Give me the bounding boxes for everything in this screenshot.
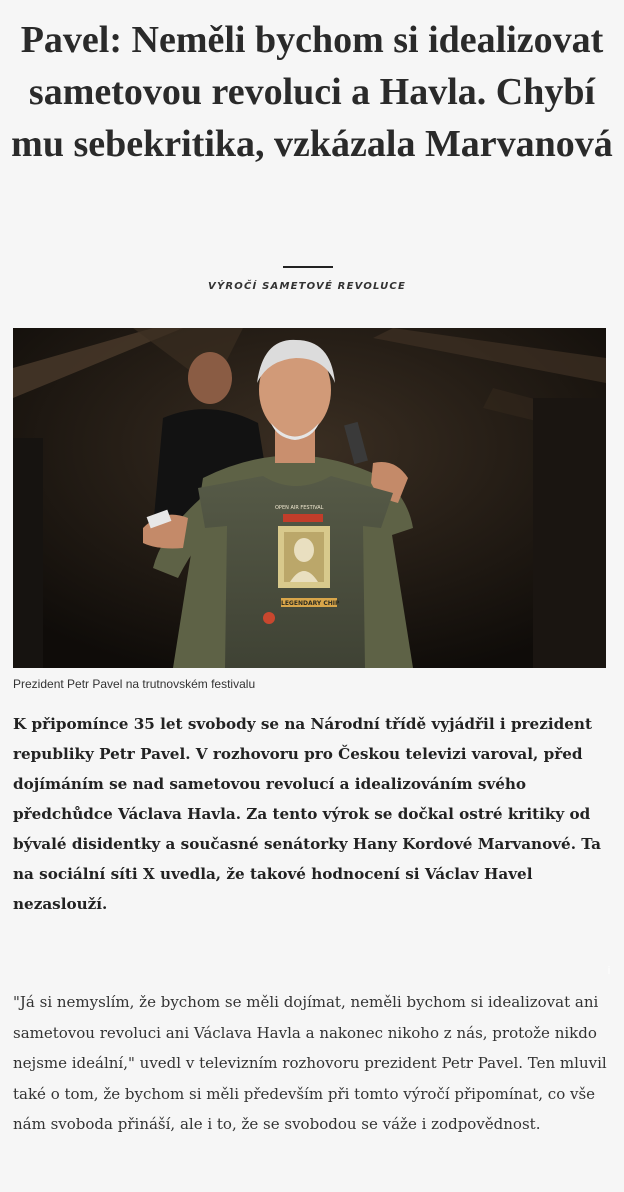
photo-caption: Prezident Petr Pavel na trutnovském festivalu bbox=[13, 677, 256, 691]
shirt-print-title: LEGENDARY CHIP bbox=[281, 600, 340, 607]
article-headline: Pavel: Neměli bychom si idealizovat sametovou revoluci a Havla. Chybí mu sebekritika, vzkázala Marvanová bbox=[11, 19, 613, 165]
info-icon[interactable]: i bbox=[607, 964, 611, 977]
photo-illustration bbox=[13, 328, 606, 668]
section-label-link[interactable]: VÝROČÍ SAMETOVÉ REVOLUCE bbox=[208, 281, 406, 292]
shirt-print-text: OPEN AIR FESTIVAL bbox=[275, 505, 324, 511]
section-divider bbox=[283, 266, 333, 268]
article-quote-paragraph: "Já si nemyslím, že bychom se měli dojímat, neměli bychom si idealizovat ani sametovou revoluci ani Václava Havla a nakonec nikoho z nás, protože nikdo nejsme ideální," uvedl v televizním rozhovoru prezident Petr Pavel. Ten mluvil také o tom, že bychom si měli především při tomto výročí připomínat, co vše nám svoboda přináší, ale i to, že se svobodou se váže i zodpovědnost. bbox=[13, 993, 607, 1133]
article-lead: K připomínce 35 let svobody se na Národní třídě vyjádřil i prezident republiky Petr Pavel. V rozhovoru pro Českou televizi varoval, před dojímáním se nad sametovou revolucí a idealizováním svého předchůdce Václava Havla. Za tento výrok se dočkal ostré kritiky od bývalé disidentky a současné senátorky Hany Kordové Marvanové. Ta na sociální síti X uvedla, že takové hodnocení si Václav Havel nezaslouží. bbox=[13, 715, 601, 913]
